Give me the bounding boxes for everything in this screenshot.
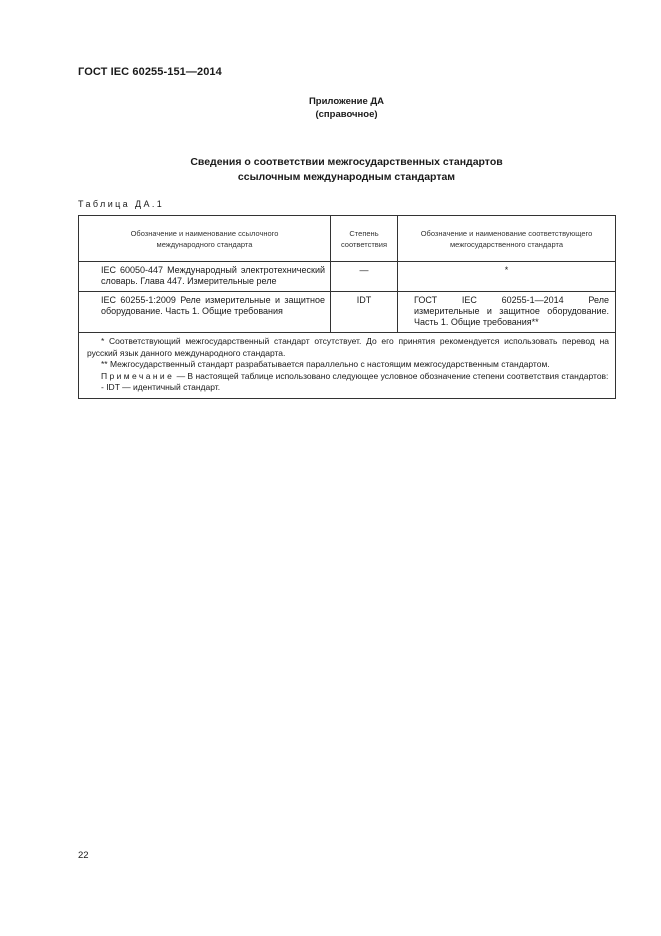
header-degree: Степень соответствия bbox=[331, 216, 398, 262]
note-idt: - IDT — идентичный стандарт. bbox=[101, 382, 221, 392]
note-text: — В настоящей таблице использовано следующее условное обозначение степени соответствия стандартов: bbox=[174, 370, 609, 381]
appendix-heading bbox=[0, 95, 661, 121]
cell-corresponding: ГОСТ IEC 60255-1—2014 Реле измерительные и защитное оборудование. Часть 1. Общие требования** bbox=[398, 292, 616, 333]
header-reference-standard: Обозначение и наименование ссылочного международного стандарта bbox=[79, 216, 331, 262]
appendix-subtitle: (справочное) bbox=[315, 109, 378, 120]
header-corresponding-standard: Обозначение и наименование соответствующего межгосударственного стандарта bbox=[398, 216, 616, 262]
note bbox=[87, 371, 609, 383]
table-notes-row bbox=[79, 333, 616, 399]
cell-corresponding: * bbox=[398, 262, 616, 292]
section-title-line1: Сведения о соответствии межгосударственных стандартов bbox=[190, 156, 503, 168]
table-row bbox=[79, 292, 616, 333]
table-header-row bbox=[79, 216, 616, 262]
table-notes bbox=[79, 333, 616, 399]
cell-reference: IEC 60255-1:2009 Реле измерительные и защитное оборудование. Часть 1. Общие требования bbox=[79, 292, 331, 333]
section-title bbox=[0, 155, 661, 185]
correspondence-table bbox=[78, 215, 616, 399]
table-caption: Таблица ДА.1 bbox=[78, 199, 165, 209]
table-row bbox=[79, 262, 616, 292]
cell-degree: — bbox=[331, 262, 398, 292]
footnote-1: * Соответствующий межгосударственный стандарт отсутствует. До его принятия рекомендуется использовать перевод на русский язык данного международного стандарта. bbox=[87, 336, 609, 358]
cell-degree: IDT bbox=[331, 292, 398, 333]
footnote-2: ** Межгосударственный стандарт разрабатывается параллельно с настоящим межгосударственным стандартом. bbox=[101, 359, 550, 369]
document-code: ГОСТ IEC 60255-151—2014 bbox=[78, 66, 222, 78]
cell-reference: IEC 60050-447 Международный электротехнический словарь. Глава 447. Измерительные реле bbox=[79, 262, 331, 292]
appendix-title: Приложение ДА bbox=[308, 96, 385, 107]
section-title-line2: ссылочным международным стандартам bbox=[237, 171, 456, 183]
page-number: 22 bbox=[78, 850, 89, 861]
note-label: Примечание bbox=[101, 370, 175, 381]
